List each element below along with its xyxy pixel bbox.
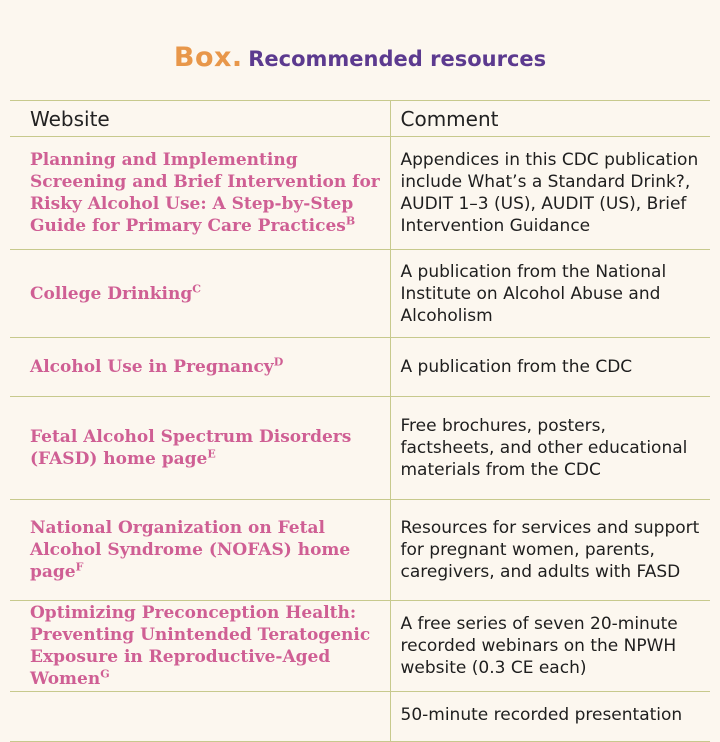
website-link[interactable]: [10, 250, 390, 338]
comment-text: Resources for services and support for pregnant women, parents, caregivers, and adults with FASD: [390, 500, 710, 601]
reference-marker: G: [100, 667, 110, 681]
comment-text: A publication from the National Institute on Alcohol Abuse and Alcoholism: [390, 250, 710, 338]
resources-table: [10, 100, 710, 742]
website-title: Optimizing Preconception Health: Preventing Unintended Teratogenic Exposure in Reproductive-Aged Women: [30, 603, 371, 689]
reference-marker: F: [75, 560, 84, 574]
header-website: Website: [10, 101, 390, 137]
website-title: Fetal Alcohol Spectrum Disorders (FASD) home page: [30, 427, 352, 469]
comment-text: 50-minute recorded presentation: [390, 692, 710, 742]
reference-marker: D: [273, 355, 284, 369]
comment-text: A free series of seven 20-minute recorded webinars on the NPWH website (0.3 CE each): [390, 601, 710, 692]
table-row: [10, 250, 710, 338]
header-row: [10, 101, 710, 137]
box-title-text: Recommended resources: [248, 47, 547, 71]
website-title: Planning and Implementing Screening and Brief Intervention for Risky Alcohol Use: A Step-by-Step Guide for Primary Care Practices: [30, 150, 380, 236]
table-row: [10, 601, 710, 692]
website-link[interactable]: [10, 137, 390, 250]
header-comment: Comment: [390, 101, 710, 137]
reference-marker: B: [345, 214, 356, 228]
table-row: [10, 137, 710, 250]
website-title: College Drinking: [30, 283, 193, 304]
table-row: [10, 500, 710, 601]
website-title: National Organization on Fetal Alcohol Syndrome (NOFAS) home page: [30, 518, 351, 582]
comment-text: A publication from the CDC: [390, 338, 710, 397]
reference-marker: E: [207, 447, 216, 461]
box-title: [0, 42, 720, 73]
website-link[interactable]: [10, 397, 390, 500]
table-row: [10, 692, 710, 742]
website-link[interactable]: [10, 692, 390, 742]
table-row: [10, 338, 710, 397]
box-label: Box.: [173, 42, 243, 73]
table-row: [10, 397, 710, 500]
reference-marker: C: [192, 281, 201, 295]
website-title: Alcohol Use in Pregnancy: [30, 357, 274, 377]
website-link[interactable]: [10, 500, 390, 601]
website-link[interactable]: [10, 601, 390, 692]
website-link[interactable]: [10, 338, 390, 397]
comment-text: Free brochures, posters, factsheets, and other educational materials from the CDC: [390, 397, 710, 500]
comment-text: Appendices in this CDC publication include What’s a Standard Drink?, AUDIT 1–3 (US), AUDIT (US), Brief Intervention Guidance: [390, 137, 710, 250]
